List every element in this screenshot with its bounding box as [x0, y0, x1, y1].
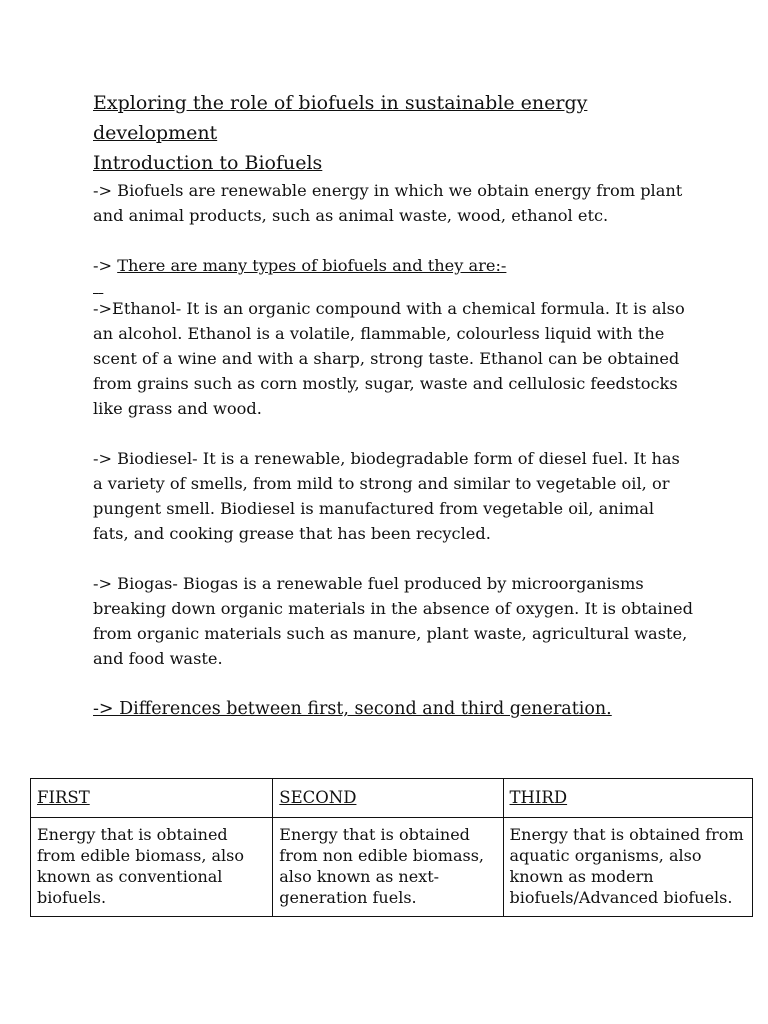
- header-first: FIRST: [31, 779, 273, 818]
- types-heading: There are many types of biofuels and they are:-: [117, 256, 507, 275]
- generations-table: [30, 778, 753, 917]
- types-heading-line: [93, 253, 693, 278]
- header-third: THIRD: [503, 779, 753, 818]
- cell-second: Energy that is obtained from non edible biomass, also known as next-generation fuels.: [273, 818, 503, 917]
- intro-paragraph: -> Biofuels are renewable energy in which we obtain energy from plant and animal products, such as animal waste, wood, ethanol etc.: [93, 181, 683, 225]
- title-line-2: development: [93, 122, 218, 144]
- ethanol-paragraph: ->Ethanol- It is an organic compound with a chemical formula. It is also an alcohol. Ethanol is a volatile, flammable, colourless liquid with the scent of a wine and with a sharp, strong taste. Ethanol can be obtained from grains such as corn mostly, sugar, waste and cellulosic feedstocks like grass and wood.: [93, 299, 685, 418]
- document-title: [93, 88, 693, 148]
- title-line-1: Exploring the role of biofuels in sustainable energy: [93, 92, 588, 114]
- types-underline-dash: [93, 278, 693, 296]
- table-header-row: [31, 779, 753, 818]
- cell-first: Energy that is obtained from edible biomass, also known as conventional biofuels.: [31, 818, 273, 917]
- differences-heading: -> Differences between first, second and third generation.: [93, 699, 612, 719]
- intro-heading: Introduction to Biofuels: [93, 152, 323, 174]
- table-row: [31, 818, 753, 917]
- types-prefix: ->: [93, 256, 118, 275]
- header-second: SECOND: [273, 779, 503, 818]
- biogas-paragraph: -> Biogas- Biogas is a renewable fuel produced by microorganisms breaking down organic materials in the absence of oxygen. It is obtained from organic materials such as manure, plant waste, agricultural waste, and food waste.: [93, 574, 693, 668]
- document-body: [93, 88, 693, 722]
- cell-third: Energy that is obtained from aquatic organisms, also known as modern biofuels/Advanced biofuels.: [503, 818, 753, 917]
- biodiesel-paragraph: -> Biodiesel- It is a renewable, biodegradable form of diesel fuel. It has a variety of smells, from mild to strong and similar to vegetable oil, or pungent smell. Biodiesel is manufactured from vegetable oil, animal fats, and cooking grease that has been recycled.: [93, 449, 680, 543]
